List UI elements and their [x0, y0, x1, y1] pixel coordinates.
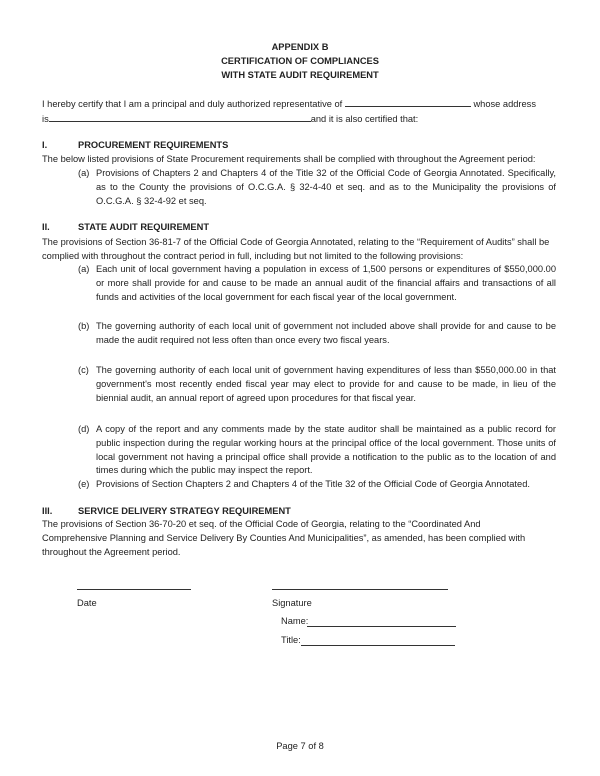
item-text: The governing authority of each local unit of government having expenditures of less than $550,000.00 in that government's most recently ended fiscal year may elect to provide for and cause to be made, in lieu of the biennial audit, an annual report of agreed upon procedures for that fiscal year.: [96, 365, 556, 403]
section-number: III.: [42, 506, 53, 516]
section-2-item-b: [78, 320, 556, 348]
representative-blank[interactable]: [345, 97, 471, 107]
section-1-item-a: [78, 167, 556, 208]
certify-line-1: [42, 97, 556, 112]
item-label: (a): [78, 264, 90, 274]
name-line[interactable]: [307, 626, 456, 627]
section-2-intro: The provisions of Section 36-81-7 of the Official Code of Georgia Annotated, relating to the “Requirement of Audits” shall be complied with throughout the contract period in full, including but not limited to the following provisions:: [42, 237, 550, 261]
certify-text: I hereby certify that I am a principal and duly authorized representative of: [42, 99, 343, 109]
item-label: (d): [78, 424, 90, 434]
section-3-body: The provisions of Section 36-70-20 et seq. of the Official Code of Georgia, relating to the “Coordinated And Comprehensive Planning and Service Delivery By Counties And Municipalities”, as amended, has been complied with throughout the Agreement period.: [42, 519, 526, 557]
appendix-title: APPENDIX B: [271, 42, 329, 52]
date-line[interactable]: [77, 589, 191, 590]
section-2-item-c: [78, 364, 556, 405]
section-title: PROCUREMENT REQUIREMENTS: [78, 140, 229, 150]
certification-title: CERTIFICATION OF COMPLIANCES: [221, 56, 379, 66]
item-label: (c): [78, 365, 89, 375]
name-label: Name:: [281, 616, 309, 626]
section-2-item-e: [78, 478, 556, 492]
audit-title: WITH STATE AUDIT REQUIREMENT: [221, 70, 379, 80]
section-3-heading: [42, 505, 291, 519]
signature-line[interactable]: [272, 589, 448, 590]
title-label: Title:: [281, 635, 301, 645]
certify-line-2: [42, 112, 556, 127]
item-label: (e): [78, 479, 90, 489]
section-2-heading: [42, 221, 209, 235]
address-blank[interactable]: [49, 112, 311, 122]
item-text: Provisions of Section Chapters 2 and Chapters 4 of the Title 32 of the Official Code of Georgia Annotated.: [96, 479, 530, 489]
item-text: A copy of the report and any comments made by the state auditor shall be maintained as a public record for public inspection during the regular working hours at the principal office of the local government. Those units of local government not having a principal office shall provide a notification to the public as to the location of and times during which the public may inspect the report.: [96, 424, 556, 476]
section-number: I.: [42, 140, 48, 150]
section-number: II.: [42, 222, 50, 232]
section-2-item-a: [78, 263, 556, 304]
item-text: Each unit of local government having a population in excess of 1,500 persons or expenditures of $550,000.00 or more shall provide for and cause to be made an annual audit of the financial affairs and transactions of all funds and activities of the local government for each fiscal year of the local government.: [96, 264, 556, 302]
item-text: Provisions of Chapters 2 and Chapters 4 of the Title 32 of the Official Code of Georgia Annotated. Specifically, as to the County the provisions of O.C.G.A. § 32-4-40 et seq. and as to the Municipality the provisions of O.C.G.A. § 32-4-92 et seq.: [96, 168, 556, 206]
certify-text: whose address: [473, 99, 536, 109]
item-label: (b): [78, 321, 90, 331]
section-title: STATE AUDIT REQUIREMENT: [78, 222, 210, 232]
title-line[interactable]: [301, 645, 455, 646]
signature-label: Signature: [272, 598, 312, 608]
section-2-item-d: [78, 423, 556, 478]
item-text: The governing authority of each local unit of government not included above shall provide for and cause to be made the audit required not less often than once every two fiscal years.: [96, 321, 556, 345]
item-label: (a): [78, 168, 90, 178]
section-1-heading: [42, 139, 228, 153]
certify-text: is: [42, 114, 49, 124]
section-title: SERVICE DELIVERY STRATEGY REQUIREMENT: [78, 506, 291, 516]
certify-text: and it is also certified that:: [310, 114, 419, 124]
page-number: Page 7 of 8: [276, 741, 324, 751]
section-1-intro: The below listed provisions of State Procurement requirements shall be complied with throughout the Agreement period:: [42, 154, 536, 164]
date-label: Date: [77, 598, 97, 608]
